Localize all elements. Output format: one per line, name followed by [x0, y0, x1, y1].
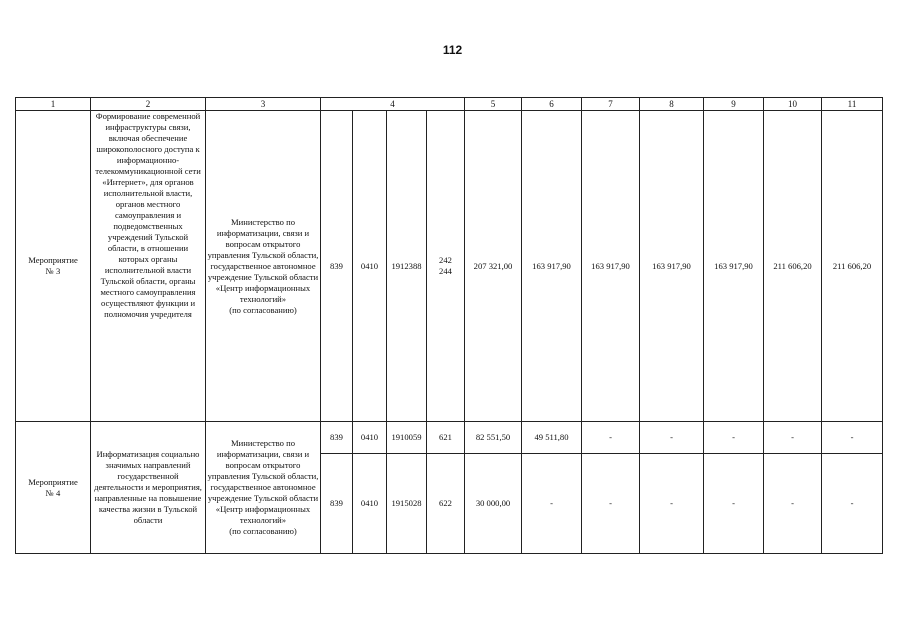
value-cell: 207 321,00	[465, 111, 522, 422]
value-cell: 82 551,50	[465, 422, 522, 454]
header-cell: 9	[704, 98, 764, 111]
activity-executor: Министерство по информатизации, связи и вопросам открытого управления Тульской области, государственное автономное учреждение Тульской области «Центр информационных технологий» (по согласованию)	[206, 111, 321, 422]
value-cell: 163 917,90	[640, 111, 704, 422]
activity-description: Информатизация социально значимых направлений государственной деятельности и мероприятия, направленные на повышение качества жизни в Тульской области	[91, 422, 206, 554]
header-cell: 1	[16, 98, 91, 111]
value-cell: 163 917,90	[704, 111, 764, 422]
value-cell: 163 917,90	[582, 111, 640, 422]
value-cell: -	[582, 454, 640, 554]
activity-description: Формирование современной инфраструктуры связи, включая обеспечение широкополосного доступа к информационно-телекоммуникационной сети «Интернет», для органов исполнительной власти, органов местного самоуправления и подведомственных учреждений Тульской области, в отношении которых органы исполнительной власти Тульской области, органы местного самоуправления осуществляют функции и полномочия учредителя	[91, 111, 206, 422]
value-cell: -	[582, 422, 640, 454]
value-cell: -	[822, 454, 883, 554]
header-cell: 11	[822, 98, 883, 111]
code-csr: 1912388	[387, 111, 427, 422]
value-cell: 49 511,80	[522, 422, 582, 454]
header-row	[16, 98, 883, 111]
header-cell: 6	[522, 98, 582, 111]
header-cell: 4	[321, 98, 465, 111]
value-cell: -	[764, 454, 822, 554]
code-csr: 1915028	[387, 454, 427, 554]
value-cell: 211 606,20	[822, 111, 883, 422]
activity-name: Мероприятие № 3	[16, 111, 91, 422]
value-cell: -	[704, 454, 764, 554]
value-cell: 211 606,20	[764, 111, 822, 422]
code-gr: 839	[321, 111, 353, 422]
value-cell: -	[822, 422, 883, 454]
code-gr: 839	[321, 422, 353, 454]
value-cell: -	[640, 454, 704, 554]
activity-name: Мероприятие № 4	[16, 422, 91, 554]
page-number: 112	[442, 43, 463, 57]
code-rz: 0410	[353, 454, 387, 554]
header-cell: 7	[582, 98, 640, 111]
header-cell: 3	[206, 98, 321, 111]
table-row	[16, 422, 883, 454]
code-gr: 839	[321, 454, 353, 554]
code-vr: 622	[427, 454, 465, 554]
activity-executor: Министерство по информатизации, связи и вопросам открытого управления Тульской области, государственное автономное учреждение Тульской области «Центр информационных технологий» (по согласованию)	[206, 422, 321, 554]
budget-table	[15, 97, 883, 554]
header-cell: 5	[465, 98, 522, 111]
code-rz: 0410	[353, 111, 387, 422]
value-cell: -	[522, 454, 582, 554]
value-cell: -	[764, 422, 822, 454]
code-vr: 621	[427, 422, 465, 454]
table-row	[16, 111, 883, 422]
value-cell: -	[704, 422, 764, 454]
code-csr: 1910059	[387, 422, 427, 454]
code-vr: 242 244	[427, 111, 465, 422]
header-cell: 2	[91, 98, 206, 111]
header-cell: 10	[764, 98, 822, 111]
value-cell: -	[640, 422, 704, 454]
header-cell: 8	[640, 98, 704, 111]
value-cell: 163 917,90	[522, 111, 582, 422]
code-rz: 0410	[353, 422, 387, 454]
value-cell: 30 000,00	[465, 454, 522, 554]
